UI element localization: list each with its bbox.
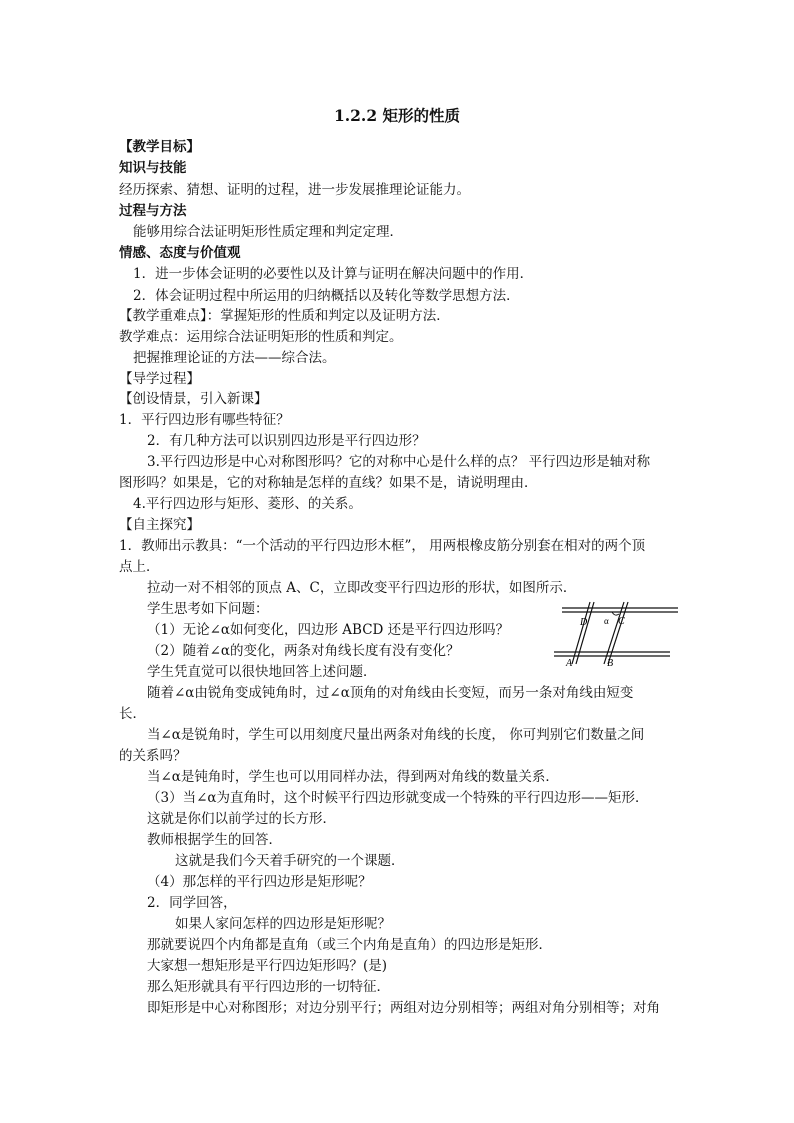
- paragraph-line: （3）当∠α为直角时，这个时候平行四边形就变成一个特殊的平行四边形——矩形．: [147, 790, 649, 806]
- paragraph-line: 如果人家问怎样的四边形是矩形呢？: [175, 916, 391, 932]
- label-alpha: α: [604, 616, 609, 626]
- paragraph-line: 学生凭直觉可以很快地回答上述问题．: [147, 664, 377, 680]
- paragraph-line: 那就要说四个内角都是直角（或三个内角是直角）的四边形是矩形．: [147, 937, 552, 953]
- paragraph-line: 即矩形是中心对称图形；对边分别平行；两组对边分别相等；两组对角分别相等；对角: [147, 1000, 660, 1016]
- paragraph-line: 把握推理论证的方法——综合法。: [133, 350, 336, 366]
- paragraph-line: 大家想一想矩形是平行四边矩形吗？(是): [147, 958, 388, 974]
- paragraph-line: 2．有几种方法可以识别四边形是平行四边形？: [147, 433, 426, 449]
- paragraph-line: 4.平行四边形与矩形、菱形、的关系。: [133, 496, 362, 512]
- label-a: A: [566, 658, 573, 668]
- section-heading-intro: 【创设情景，引入新课】: [119, 391, 268, 407]
- paragraph-line: 点上．: [119, 559, 160, 575]
- paragraph-line: 2．同学回答，: [147, 895, 237, 911]
- parallelogram-frame-figure: [552, 600, 680, 668]
- subheading-attitude: 情感、态度与价值观: [119, 245, 241, 261]
- paragraph-line: 2．体会证明过程中所运用的归纳概括以及转化等数学思想方法．: [133, 288, 520, 304]
- label-b: B: [607, 658, 614, 668]
- paragraph-line: 的关系吗？: [119, 748, 187, 764]
- paragraph-line: 1．进一步体会证明的必要性以及计算与证明在解决问题中的作用．: [133, 266, 534, 282]
- subheading-knowledge: 知识与技能: [119, 160, 187, 176]
- paragraph-line: 随着∠α由锐角变成钝角时，过∠α顶角的对角线由长变短，而另一条对角线由短变: [147, 685, 634, 701]
- paragraph-line: 那么矩形就具有平行四边形的一切特征．: [147, 979, 390, 995]
- paragraph-line: 【教学重难点】：掌握矩形的性质和判定以及证明方法．: [119, 308, 450, 324]
- paragraph-line: （4）那怎样的平行四边形是矩形呢？: [147, 874, 372, 890]
- label-c: C: [618, 616, 625, 627]
- paragraph-line: 这就是我们今天着手研究的一个课题．: [175, 853, 405, 869]
- paragraph-line: 拉动一对不相邻的顶点 A、C，立即改变平行四边形的形状，如图所示．: [147, 580, 577, 596]
- paragraph-line: 图形吗？如果是，它的对称轴是怎样的直线？如果不是，请说明理由．: [119, 475, 538, 491]
- section-heading-process: 【导学过程】: [119, 371, 200, 387]
- paragraph-line: 长．: [119, 706, 146, 722]
- paragraph-line: 3.平行四边形是中心对称图形吗？它的对称中心是什么样的点？ 平行四边形是轴对称: [147, 454, 651, 470]
- label-d: D: [580, 617, 588, 628]
- paragraph-line: （2）随着∠α的变化，两条对角线长度有没有变化？: [147, 643, 460, 659]
- section-heading-objectives: 【教学目标】: [119, 139, 200, 155]
- paragraph-line: 当∠α是锐角时，学生可以用刻度尺量出两条对角线的长度， 你可判别它们数量之间: [147, 727, 645, 743]
- paragraph-line: 能够用综合法证明矩形性质定理和判定定理．: [133, 224, 403, 240]
- paragraph-line: 1．教师出示教具：“一个活动的平行四边形木框”， 用两根橡皮筋分别套在相对的两个顶: [119, 538, 646, 554]
- page-title: 1.2.2 矩形的性质: [333, 106, 461, 125]
- paragraph-line: 1．平行四边形有哪些特征？: [119, 412, 290, 428]
- paragraph-line: 教学难点：运用综合法证明矩形的性质和判定。: [119, 329, 403, 345]
- paragraph-line: 当∠α是钝角时，学生也可以用同样办法，得到两对角线的数量关系．: [147, 769, 559, 785]
- subheading-process: 过程与方法: [119, 203, 187, 219]
- paragraph-line: 经历探索、猜想、证明的过程，进一步发展推理论证能力。: [119, 182, 470, 198]
- section-heading-explore: 【自主探究】: [119, 517, 200, 533]
- paragraph-line: 这就是你们以前学过的长方形．: [147, 811, 336, 827]
- paragraph-line: （1）无论∠α如何变化，四边形 ABCD 还是平行四边形吗？: [147, 622, 510, 638]
- paragraph-line: 学生思考如下问题：: [147, 601, 269, 617]
- paragraph-line: 教师根据学生的回答．: [147, 832, 282, 848]
